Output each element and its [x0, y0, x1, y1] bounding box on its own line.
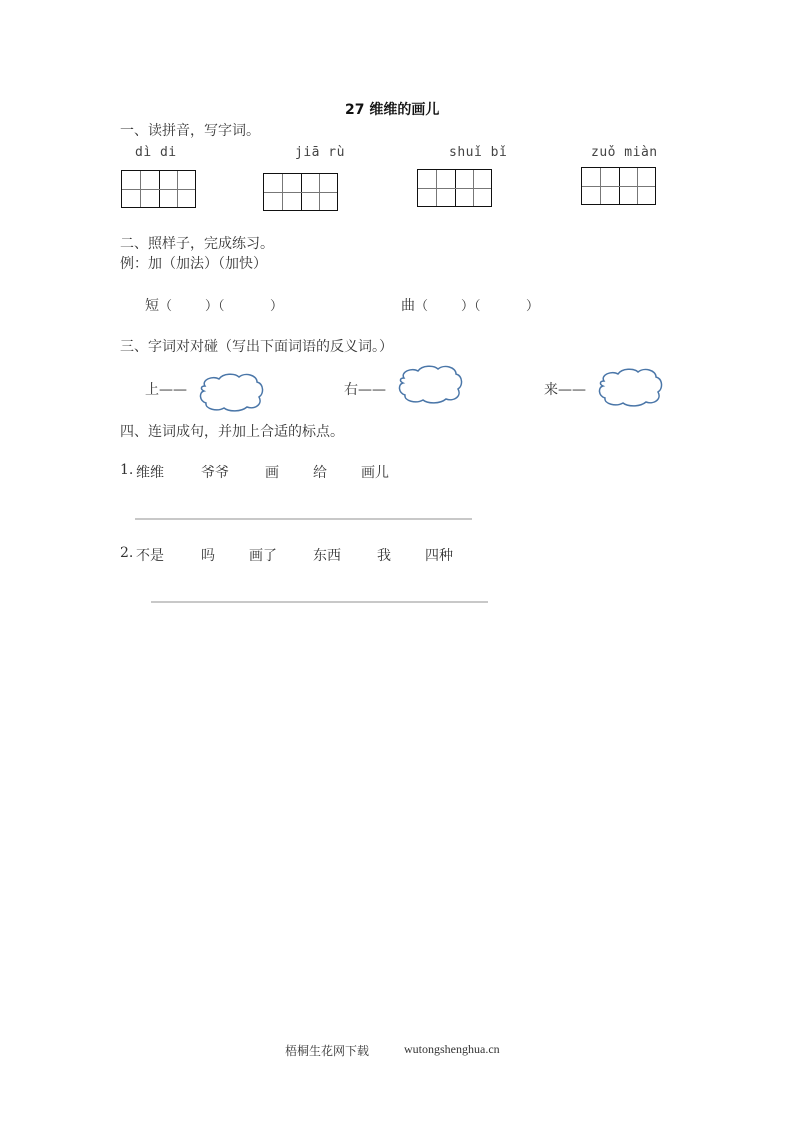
word-chip: 画 [265, 465, 279, 481]
exercise-2-item-1 [145, 295, 283, 315]
word-chip: 给 [313, 465, 327, 481]
page-title: 27 维维的画儿 [345, 102, 440, 118]
answer-blanks[interactable]: （ ）（ ） [415, 299, 540, 314]
pinyin-1: dì di [135, 145, 177, 160]
answer-line-1[interactable] [135, 518, 472, 520]
section-2-heading: 二、照样子，完成练习。 [120, 236, 274, 252]
word-chip: 吗 [201, 548, 215, 564]
cloud-answer-box-3[interactable] [596, 367, 664, 407]
writing-grid-2[interactable] [263, 173, 338, 211]
antonym-word-2: 右—— [344, 382, 386, 398]
word-chip: 维维 [136, 465, 164, 481]
word-chip: 画了 [249, 548, 277, 564]
exercise-2-item-2 [401, 295, 539, 315]
exercise-char: 曲 [401, 298, 415, 314]
pinyin-2: jiā rù [295, 145, 345, 160]
writing-grid-1[interactable] [121, 170, 196, 208]
word-chip: 东西 [313, 548, 341, 564]
word-chip: 不是 [136, 548, 164, 564]
antonym-word-3: 来—— [544, 382, 586, 398]
exercise-char: 短 [145, 298, 159, 314]
footer-url[interactable]: wutongshenghua.cn [404, 1042, 500, 1056]
cloud-answer-box-2[interactable] [396, 364, 464, 404]
pinyin-3: shuǐ bǐ [449, 145, 508, 160]
section-2-example: 例：加（加法）（加快） [120, 256, 267, 272]
sentence-2-number: 2. [120, 545, 134, 561]
footer-site-name: 梧桐生花网下载 [285, 1044, 370, 1058]
cloud-answer-box-1[interactable] [197, 372, 265, 412]
section-1-heading: 一、读拼音，写字词。 [120, 123, 260, 139]
answer-blanks[interactable]: （ ）（ ） [159, 299, 284, 314]
writing-grid-3[interactable] [417, 169, 492, 207]
word-chip: 爷爷 [201, 465, 229, 481]
pinyin-4: zuǒ miàn [591, 145, 658, 160]
answer-line-2[interactable] [151, 601, 488, 603]
word-chip: 我 [377, 548, 391, 564]
section-4-heading: 四、连词成句，并加上合适的标点。 [120, 424, 344, 440]
antonym-word-1: 上—— [145, 382, 187, 398]
section-3-heading: 三、字词对对碰（写出下面词语的反义词。） [120, 339, 393, 355]
word-chip: 画儿 [361, 465, 389, 481]
writing-grid-4[interactable] [581, 167, 656, 205]
sentence-1-number: 1. [120, 462, 134, 478]
word-chip: 四种 [425, 548, 453, 564]
